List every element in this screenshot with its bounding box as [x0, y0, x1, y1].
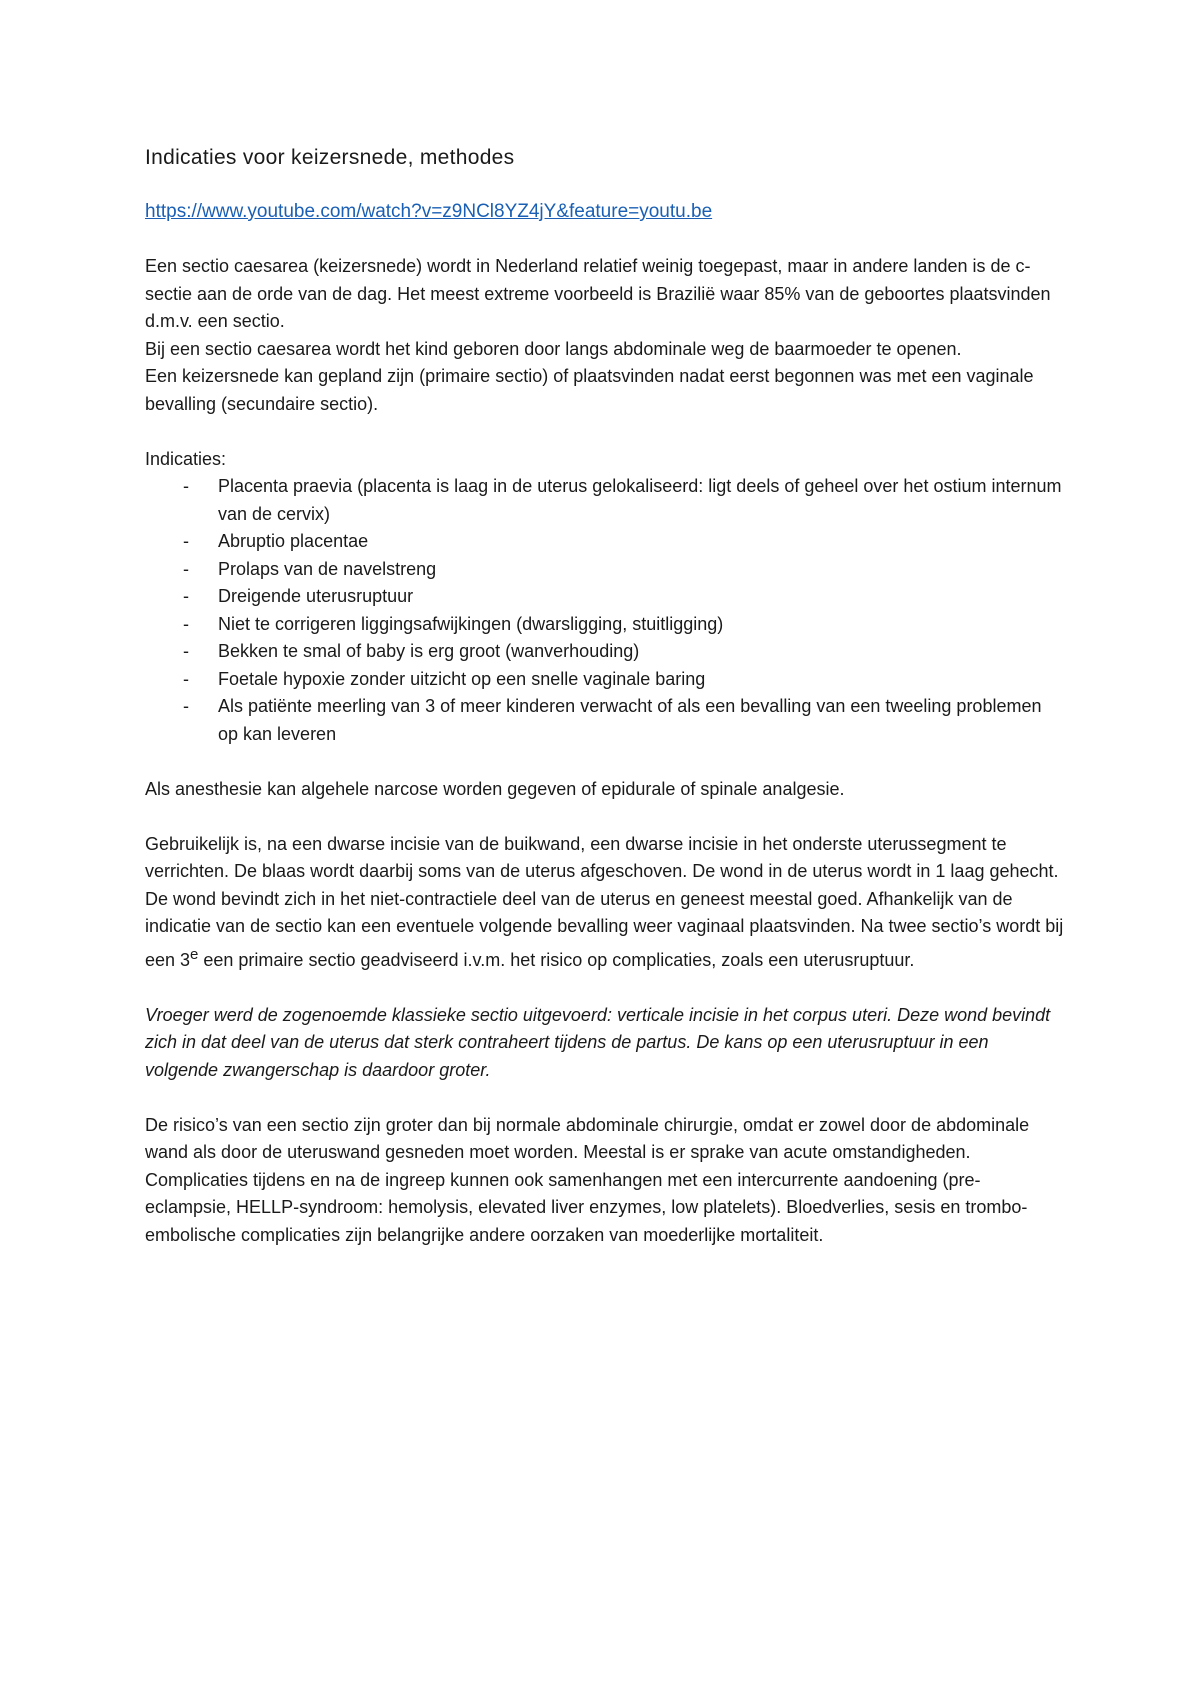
- classic-sectio-paragraph: Vroeger werd de zogenoemde klassieke sectio uitgevoerd: verticale incisie in het corpus uteri. Deze wond bevindt zich in dat deel van de uterus dat sterk contraheert tijdens de partus. De kans op een uterusruptuur in een volgende zwangerschap is daardoor groter.: [145, 1004, 1051, 1080]
- document-body: [145, 143, 1065, 1249]
- list-dash: -: [183, 476, 189, 496]
- list-item: [145, 583, 1065, 611]
- list-item-text: Prolaps van de navelstreng: [218, 558, 437, 579]
- spacer: [145, 1084, 1065, 1112]
- intro-paragraph-2: Bij een sectio caesarea wordt het kind geboren door langs abdominale weg de baarmoeder te openen.: [145, 338, 962, 359]
- list-dash: -: [183, 586, 189, 606]
- list-item: [145, 638, 1065, 666]
- list-item: [145, 666, 1065, 694]
- spacer: [145, 803, 1065, 831]
- incision-text-part-1: Gebruikelijk is, na een dwarse incisie van de buikwand, een dwarse incisie in het onderste uterussegment te verrichten. De blaas wordt daarbij soms van de uterus afgeschoven. De wond in de uterus wordt in 1 laag gehecht. De wond bevindt zich in het niet-contractiele deel van de uterus en geneest meestal goed. Afhankelijk van de indicatie van de sectio kan een eventuele volgende bevalling weer vaginaal plaatsvinden. Na twee sectio’s wordt bij een 3: [145, 833, 1064, 970]
- intro-paragraph-1: Een sectio caesarea (keizersnede) wordt in Nederland relatief weinig toegepast, maar in andere landen is de c-sectie aan de orde van de dag. Het meest extreme voorbeeld is Brazilië waar 85% van de geboortes plaatsvinden d.m.v. een sectio.: [145, 256, 1051, 331]
- list-item-text: Niet te corrigeren liggingsafwijkingen (dwarsligging, stuitligging): [218, 613, 724, 634]
- incision-text-part-2: een primaire sectio geadviseerd i.v.m. het risico op complicaties, zoals een uterusruptuur.: [198, 949, 915, 970]
- indications-heading: Indicaties:: [145, 448, 227, 469]
- list-item: [145, 556, 1065, 584]
- anesthesia-paragraph: Als anesthesie kan algehele narcose worden gegeven of epidurale of spinale analgesie.: [145, 778, 845, 799]
- list-dash: -: [183, 613, 189, 634]
- list-dash: -: [183, 558, 189, 579]
- spacer: [145, 418, 1065, 446]
- risks-paragraph: De risico’s van een sectio zijn groter dan bij normale abdominale chirurgie, omdat er zowel door de abdominale wand als door de uteruswand gesneden moet worden. Meestal is er sprake van acute omstandigheden.: [145, 1114, 1030, 1162]
- document-title: Indicaties voor keizersnede, methodes: [145, 146, 515, 169]
- spacer: [145, 974, 1065, 1002]
- intro-paragraph-3: Een keizersnede kan gepland zijn (primaire sectio) of plaatsvinden nadat eerst begonnen was met een vaginale bevalling (secundaire sectio).: [145, 366, 1034, 414]
- list-item-text: Abruptio placentae: [218, 531, 369, 551]
- list-dash: -: [183, 668, 189, 689]
- complications-paragraph: Complicaties tijdens en na de ingreep kunnen ook samenhangen met een intercurrente aandoening (pre-eclampsie, HELLP-syndroom: hemolysis, elevated liver enzymes, low platelets). Bloedverlies, sesis en trombo-embolische complicaties zijn belangrijke andere oorzaken van moederlijke mortaliteit.: [145, 1169, 1028, 1245]
- list-dash: -: [183, 641, 189, 661]
- superscript-e: e: [190, 945, 199, 963]
- list-item-text: Bekken te smal of baby is erg groot (wanverhouding): [218, 641, 640, 661]
- list-item-text: Dreigende uterusruptuur: [218, 586, 414, 606]
- spacer: [145, 748, 1065, 776]
- youtube-link[interactable]: https://www.youtube.com/watch?v=z9NCl8YZ4jY&feature=youtu.be: [145, 201, 713, 222]
- list-dash: -: [183, 696, 189, 716]
- list-item: [145, 473, 1065, 528]
- list-item: [145, 693, 1065, 748]
- incision-paragraph: [145, 831, 1065, 975]
- list-item-text: Placenta praevia (placenta is laag in de uterus gelokaliseerd: ligt deels of geheel over het ostium internum van de cervix): [218, 476, 1062, 524]
- list-item-text: Foetale hypoxie zonder uitzicht op een snelle vaginale baring: [218, 668, 706, 689]
- list-item: [145, 528, 1065, 556]
- list-item: [145, 611, 1065, 639]
- indications-list: [145, 473, 1065, 748]
- list-dash: -: [183, 531, 189, 551]
- list-item-text: Als patiënte meerling van 3 of meer kinderen verwacht of als een bevalling van een tweeling problemen op kan leveren: [218, 696, 1042, 744]
